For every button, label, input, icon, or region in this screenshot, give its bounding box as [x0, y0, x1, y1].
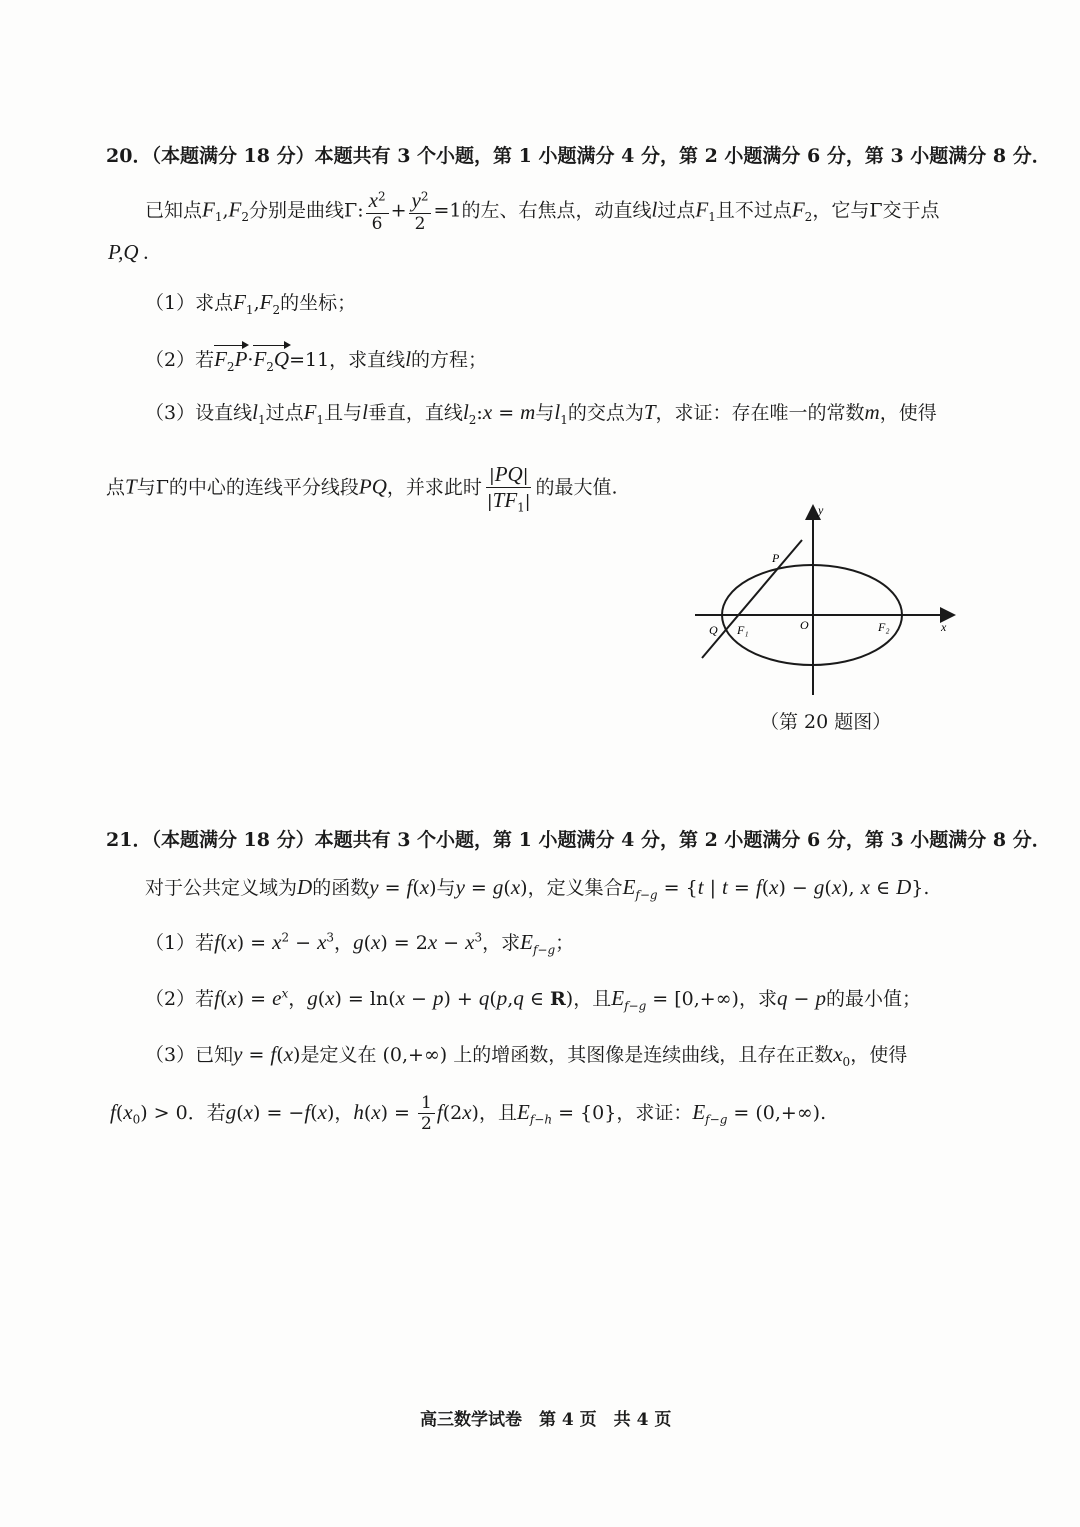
q20-figure	[690, 500, 960, 705]
page-footer: 高三数学试卷 第 4 页 共 4 页	[420, 1410, 672, 1430]
q21-part3-cont: $f(x_0) > 0$．若g(x) = −f(x)，h(x) = $\frac{1}{2}$ f(2x)，且$E_{f-h} = \{0\}$，求证：$E_{f-g} = (0,+\infty)$.	[110, 1093, 827, 1135]
q21-stem: 对于公共定义域为D的函数y = f(x)与y = g(x)，定义集合$E_{f-g} = \{t$ | t = f(x) − g(x), x ∈ D}.	[145, 875, 930, 902]
q21-part1: （1）若$f(x) = x^2 - x^3$，$g(x) = 2x - x^3$，求$E_{f-g}$；	[145, 930, 575, 957]
q20-stem: 已知点$F_1,F_2$分别是曲线Γ: $\frac{x^2}{6}$ + $\frac{y^2}{2}$ =1的左、右焦点，动直线l过点$F_1$且不过点$F_2$，它与Γ交于点	[145, 188, 940, 235]
q20-part1: （1）求点$F_1,F_2$的坐标；	[145, 290, 357, 317]
q20-figure-caption: （第 20 题图）	[760, 711, 892, 733]
line-l	[702, 540, 802, 658]
label-Q: Q	[709, 623, 718, 637]
label-y: y	[818, 503, 824, 517]
q21-part2: （2）若$f(x) = e^x$，g(x) = ln(x − p) + q(p,q ∈ R)，且$E_{f-g} = [0,+\infty)$，求q − p的最小值；	[145, 986, 921, 1013]
q21-part3: （3）已知y = f(x)是定义在 (0,+∞) 上的增函数，其图像是连续曲线，且存在正数$x_0$，使得	[145, 1042, 908, 1069]
q20-part3: （3）设直线$l_1$过点$F_1$且与l垂直，直线$l_2:x = m$与$l_1$的交点为T，求证：存在唯一的常数m，使得	[145, 400, 937, 427]
label-x: x	[941, 620, 947, 634]
q21-header: 21．（本题满分 18 分）本题共有 3 个小题，第 1 小题满分 4 分，第 2 小题满分 6 分，第 3 小题满分 8 分．	[106, 829, 1051, 851]
label-O: O	[800, 618, 809, 632]
q20-part2: （2）若$F_2P\cdot F_2Q=11$，求直线l的方程；	[145, 347, 488, 374]
q20-header: 20．（本题满分 18 分）本题共有 3 个小题，第 1 小题满分 4 分，第 2 小题满分 6 分，第 3 小题满分 8 分．	[106, 145, 1051, 167]
q20-part3-cont: 点T与Γ的中心的连线平分线段PQ，并求此时 $\frac{|PQ|}{|TF_1|}$ 的最大值.	[106, 462, 618, 515]
label-F1: F₁	[737, 623, 749, 637]
label-F2: F₂	[878, 620, 890, 634]
label-P: P	[772, 551, 780, 565]
q20-stem-pq: P,Q .	[108, 240, 150, 264]
